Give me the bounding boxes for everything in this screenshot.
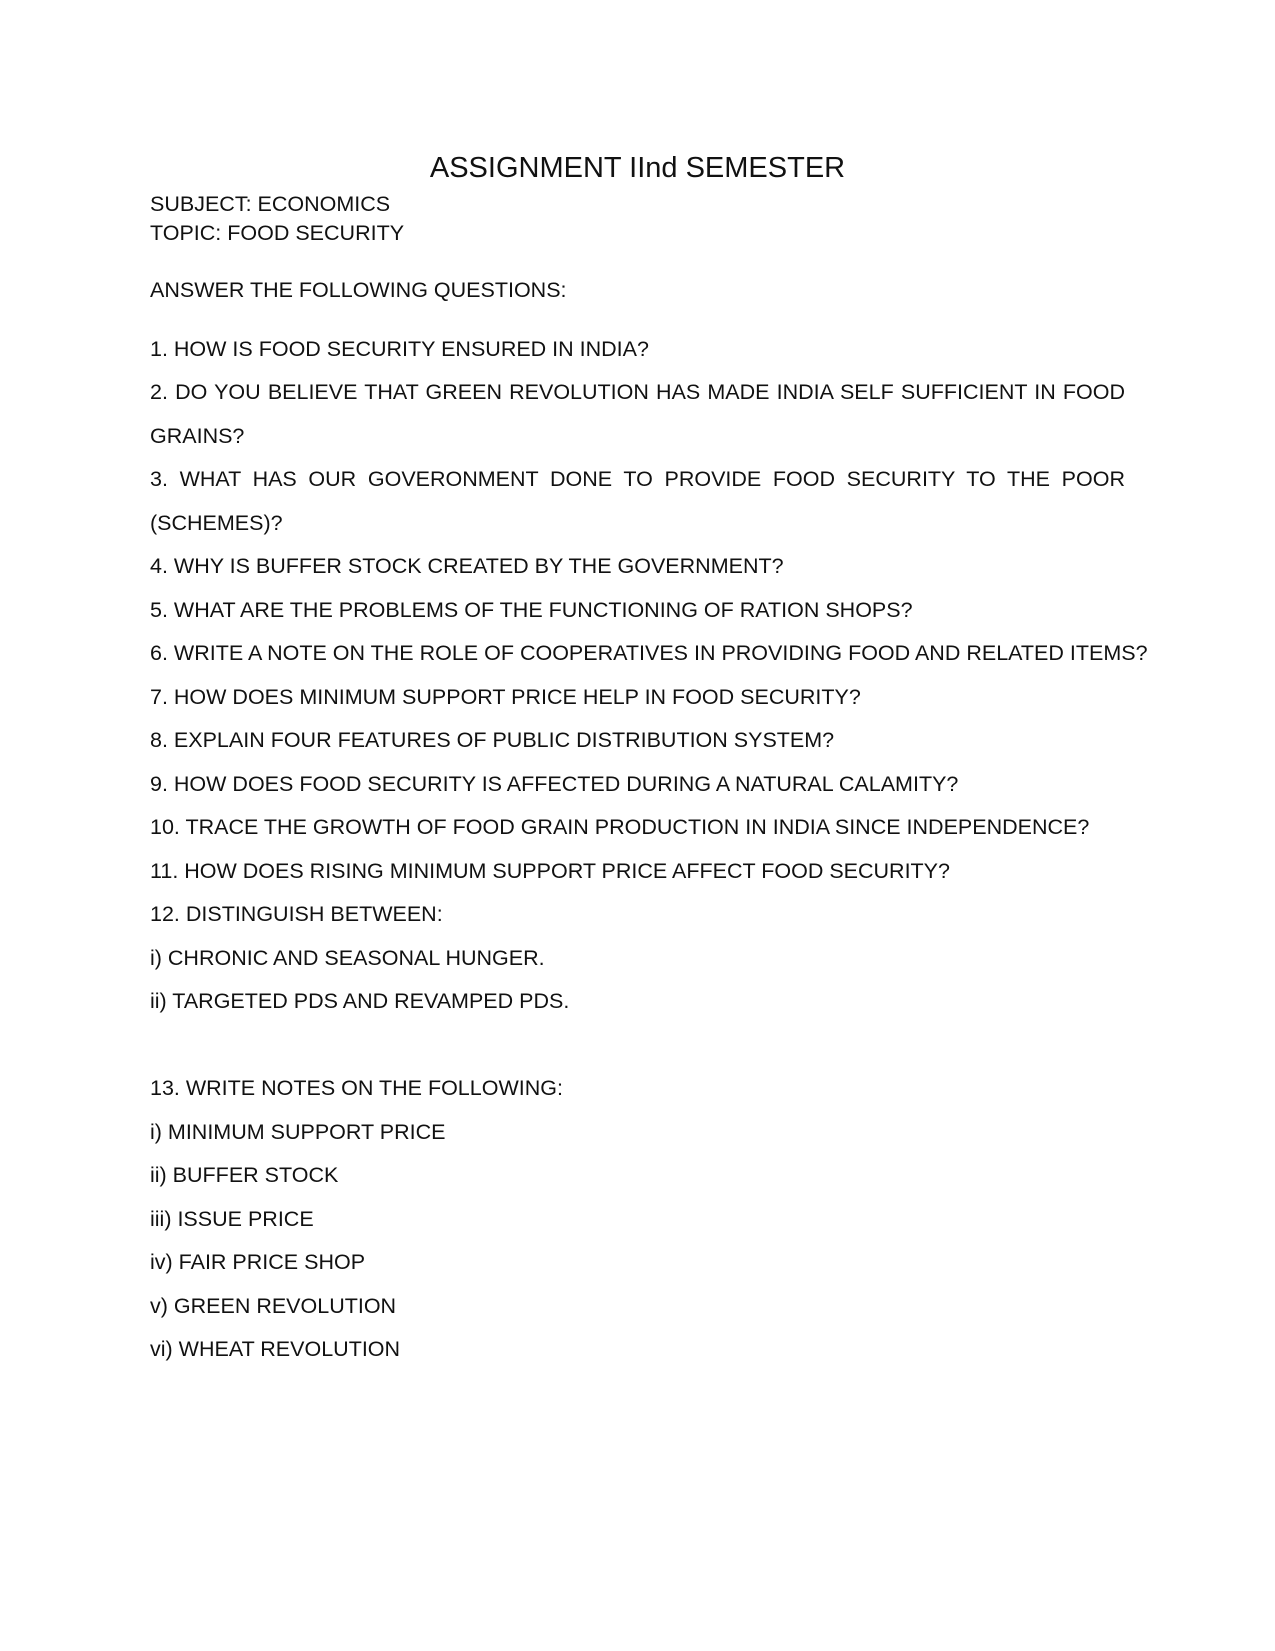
page-title: ASSIGNMENT IInd SEMESTER: [429, 152, 846, 184]
question-7: 7. HOW DOES MINIMUM SUPPORT PRICE HELP IN FOOD SECURITY?: [150, 685, 861, 709]
question-12: 12. DISTINGUISH BETWEEN:: [150, 902, 443, 926]
question-1: 1. HOW IS FOOD SECURITY ENSURED IN INDIA?: [150, 337, 649, 361]
note-item-i: i) MINIMUM SUPPORT PRICE: [150, 1120, 446, 1144]
question-2: 2. DO YOU BELIEVE THAT GREEN REVOLUTION HAS MADE INDIA SELF SUFFICIENT IN FOOD: [150, 380, 1125, 404]
question-3: 3. WHAT HAS OUR GOVERONMENT DONE TO PROVIDE FOOD SECURITY TO THE POOR: [150, 467, 1125, 491]
question-10: 10. TRACE THE GROWTH OF FOOD GRAIN PRODUCTION IN INDIA SINCE INDEPENDENCE?: [150, 815, 1090, 839]
question-6: 6. WRITE A NOTE ON THE ROLE OF COOPERATIVES IN PROVIDING FOOD AND RELATED ITEMS?: [150, 641, 1148, 665]
question-12-part-i: i) CHRONIC AND SEASONAL HUNGER.: [150, 946, 545, 970]
note-item-v: v) GREEN REVOLUTION: [150, 1294, 397, 1318]
subject-line: SUBJECT: ECONOMICS: [150, 192, 391, 216]
question-2-continuation: GRAINS?: [150, 424, 245, 448]
question-4: 4. WHY IS BUFFER STOCK CREATED BY THE GOVERNMENT?: [150, 554, 784, 578]
question-8: 8. EXPLAIN FOUR FEATURES OF PUBLIC DISTRIBUTION SYSTEM?: [150, 728, 835, 752]
question-12-part-ii: ii) TARGETED PDS AND REVAMPED PDS.: [150, 989, 570, 1013]
note-item-ii: ii) BUFFER STOCK: [150, 1163, 339, 1187]
question-9: 9. HOW DOES FOOD SECURITY IS AFFECTED DURING A NATURAL CALAMITY?: [150, 772, 959, 796]
note-item-iii: iii) ISSUE PRICE: [150, 1207, 314, 1231]
topic-line: TOPIC: FOOD SECURITY: [150, 221, 405, 245]
question-3-continuation: (SCHEMES)?: [150, 511, 283, 535]
note-item-vi: vi) WHEAT REVOLUTION: [150, 1337, 401, 1361]
note-item-iv: iv) FAIR PRICE SHOP: [150, 1250, 366, 1274]
instruction-line: ANSWER THE FOLLOWING QUESTIONS:: [150, 278, 567, 302]
question-11: 11. HOW DOES RISING MINIMUM SUPPORT PRICE AFFECT FOOD SECURITY?: [150, 859, 950, 883]
question-5: 5. WHAT ARE THE PROBLEMS OF THE FUNCTIONING OF RATION SHOPS?: [150, 598, 913, 622]
question-13: 13. WRITE NOTES ON THE FOLLOWING:: [150, 1076, 563, 1100]
